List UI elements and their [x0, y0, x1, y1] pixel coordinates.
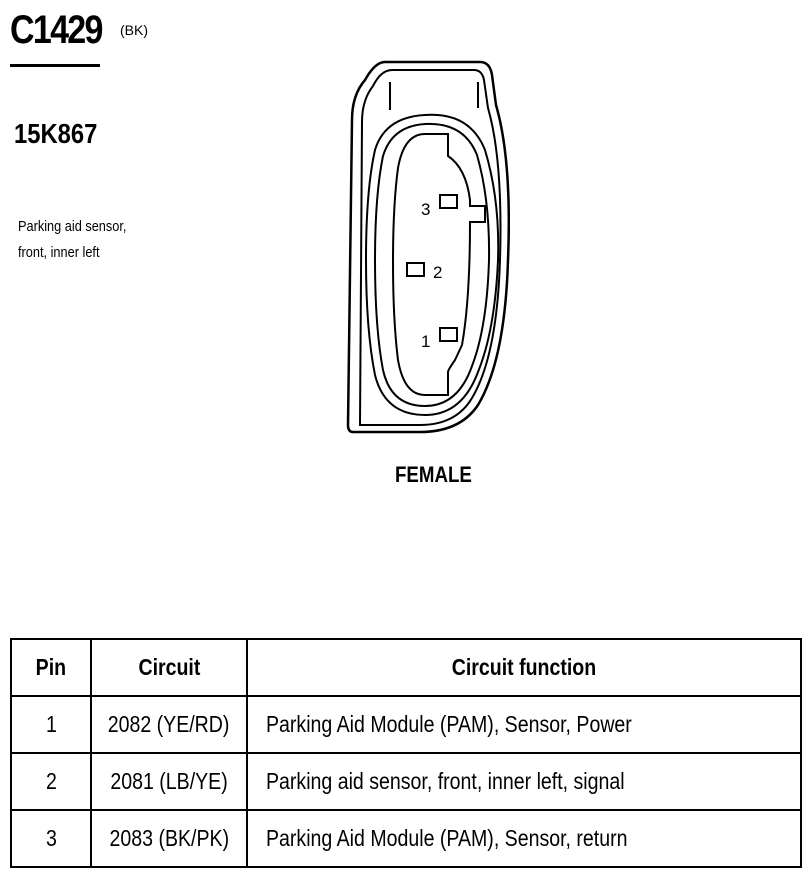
description-line-2: front, inner left	[18, 244, 100, 261]
part-number: 15K867	[14, 118, 98, 149]
connector-color-code: (BK)	[120, 22, 148, 38]
title-underline	[10, 64, 100, 67]
cell-circuit: 2083 (BK/PK)	[91, 810, 247, 867]
header-circuit-function: Circuit function	[247, 639, 801, 696]
cell-circuit: 2081 (LB/YE)	[91, 753, 247, 810]
pin-label-3: 3	[421, 200, 431, 219]
pin-label-1: 1	[421, 332, 431, 351]
header-circuit: Circuit	[91, 639, 247, 696]
description-line-1: Parking aid sensor,	[18, 218, 127, 235]
table-row	[11, 696, 801, 753]
pin-cavity-2	[407, 263, 424, 276]
pin-cavity-1	[440, 328, 457, 341]
connector-description	[18, 214, 126, 266]
cell-function: Parking aid sensor, front, inner left, signal	[247, 753, 801, 810]
table-row	[11, 753, 801, 810]
connector-outer-housing	[348, 62, 509, 432]
cell-pin: 2	[11, 753, 91, 810]
cell-circuit: 2082 (YE/RD)	[91, 696, 247, 753]
pin-cavity-3	[440, 195, 457, 208]
cell-pin: 3	[11, 810, 91, 867]
connector-gender-label: FEMALE	[395, 462, 472, 487]
pinout-table	[10, 638, 802, 868]
header-pin: Pin	[11, 639, 91, 696]
connector-id: C1429	[10, 8, 102, 52]
cell-function: Parking Aid Module (PAM), Sensor, return	[247, 810, 801, 867]
connector-face-diagram	[340, 55, 510, 445]
pin-label-2: 2	[433, 263, 443, 282]
table-header-row	[11, 639, 801, 696]
cell-pin: 1	[11, 696, 91, 753]
table-row	[11, 810, 801, 867]
cell-function: Parking Aid Module (PAM), Sensor, Power	[247, 696, 801, 753]
